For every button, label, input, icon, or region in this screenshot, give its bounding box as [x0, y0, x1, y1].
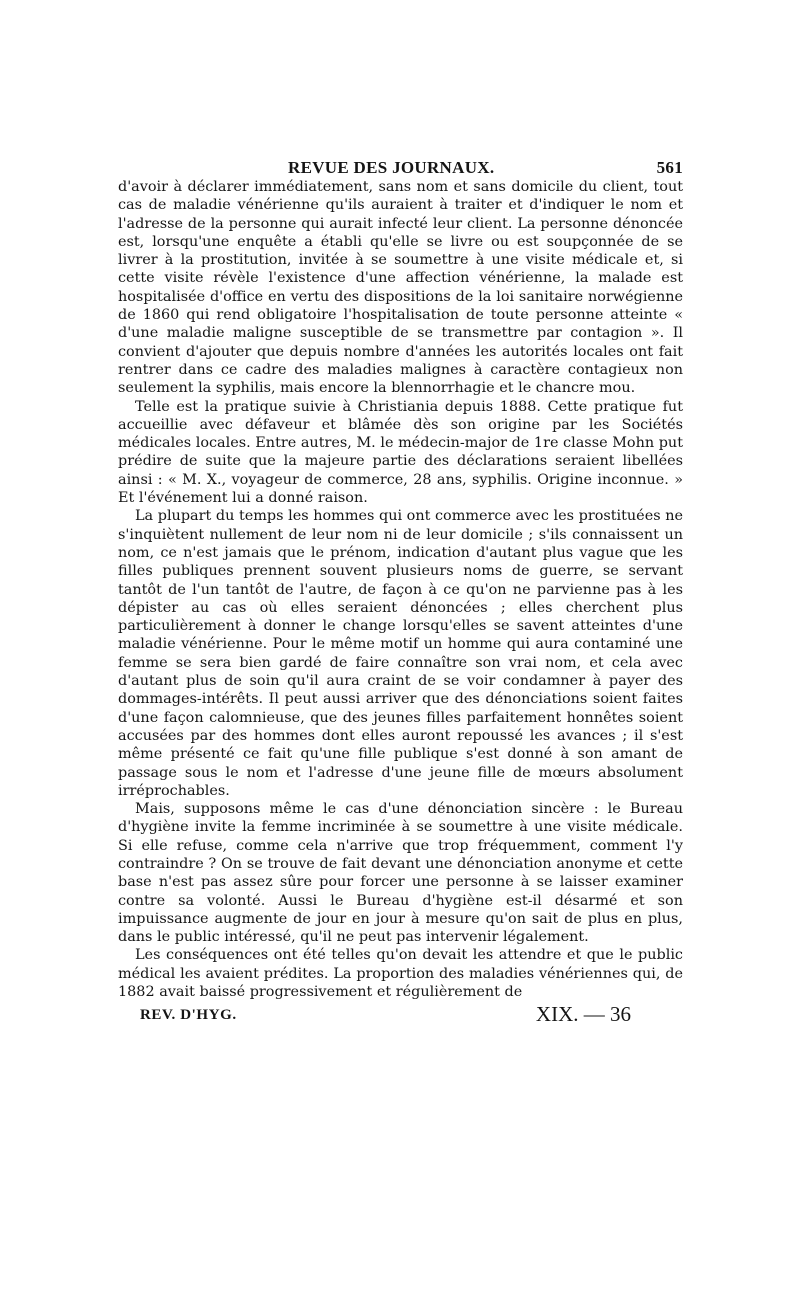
running-head-title: REVUE DES JOURNAUX. [288, 158, 495, 177]
paragraph-2: Telle est la pratique suivie à Christiania depuis 1888. Cette pratique fut accueillie avec défaveur et blâmée dès son origine par les Sociétés médicales locales. Entre autres, M. le médecin-major de 1re classe Mohn put prédire de suite que la majeure partie des déclarations seraient libellées ainsi : « M. X., voyageur de commerce, 28 ans, syphilis. Origine inconnue. » Et l'événement lui a donné raison. [118, 398, 683, 507]
book-page [118, 146, 683, 1033]
paragraph-5: Les conséquences ont été telles qu'on devait les attendre et que le public médical les avaient prédites. La proportion des maladies vénériennes qui, de 1882 avait baissé progressivement et régulièrement de [118, 947, 683, 1001]
article-body [118, 178, 683, 1001]
paragraph-4: Mais, supposons même le cas d'une dénonciation sincère : le Bureau d'hygiène invite la femme incriminée à se soumettre à une visite médicale. Si elle refuse, comme cela n'arrive que trop fréquemment, comment l'y contraindre ? On se trouve de fait devant une dénonciation anonyme et cette base n'est pas assez sûre pour forcer une personne à se laisser examiner contre sa volonté. Aussi le Bureau d'hygiène est-il désarmé et son impuissance augmente de jour en jour à mesure qu'on sait de plus en plus, dans le public intéressé, qu'il ne peut pas intervenir légalement. [118, 801, 683, 946]
paragraph-3: La plupart du temps les hommes qui ont commerce avec les prostituées ne s'inquiètent nullement de leur nom ni de leur domicile ; s'ils connaissent un nom, ce n'est jamais que le prénom, indication d'autant plus vague que les filles publiques prennent souvent plusieurs noms de guerre, se servant tantôt de l'un tantôt de l'autre, de façon à ce qu'on ne parvienne pas à les dépister au cas où elles seraient dénoncées ; elles cherchent plus particulièrement à donner le change lorsqu'elles se savent atteintes d'une maladie vénérienne. Pour le même motif un homme qui aura contaminé une femme se sera bien gardé de faire connaître son vrai nom, et cela avec d'autant plus de soin qu'il aura craint de se voir condamner à payer des dommages-intérêts. Il peut aussi arriver que des dénonciations soient faites d'une façon calomnieuse, que des jeunes filles parfaitement honnêtes soient accusées par des hommes dont elles auront repoussé les avances ; il s'est même présenté ce fait qu'une fille publique s'est donné à son amant de passage sous le nom et l'adresse d'une jeune fille de mœurs absolument irréprochables. [118, 508, 683, 799]
running-head [118, 146, 683, 178]
page-footer [118, 1003, 683, 1033]
journal-abbreviation: REV. D'HYG. [140, 1007, 237, 1024]
signature-mark: XIX. — 36 [535, 1002, 631, 1027]
page-number: 561 [656, 158, 683, 177]
paragraph-1: d'avoir à déclarer immédiatement, sans nom et sans domicile du client, tout cas de maladie vénérienne qu'ils auraient à traiter et d'indiquer le nom et l'adresse de la personne qui aurait infecté leur client. La personne dénoncée est, lorsqu'une enquête a établi qu'elle se livre ou est soupçonnée de se livrer à la prostitution, invitée à se soumettre à une visite médicale et, si cette visite révèle l'existence d'une affection vénérienne, la malade est hospitalisée d'office en vertu des dispositions de la loi sanitaire norwégienne de 1860 qui rend obligatoire l'hospitalisation de toute personne atteinte « d'une maladie maligne susceptible de se transmettre par contagion ». Il convient d'ajouter que depuis nombre d'années les autorités locales ont fait rentrer dans ce cadre des maladies malignes à caractère contagieux non seulement la syphilis, mais encore la blennorrhagie et le chancre mou. [118, 179, 683, 397]
